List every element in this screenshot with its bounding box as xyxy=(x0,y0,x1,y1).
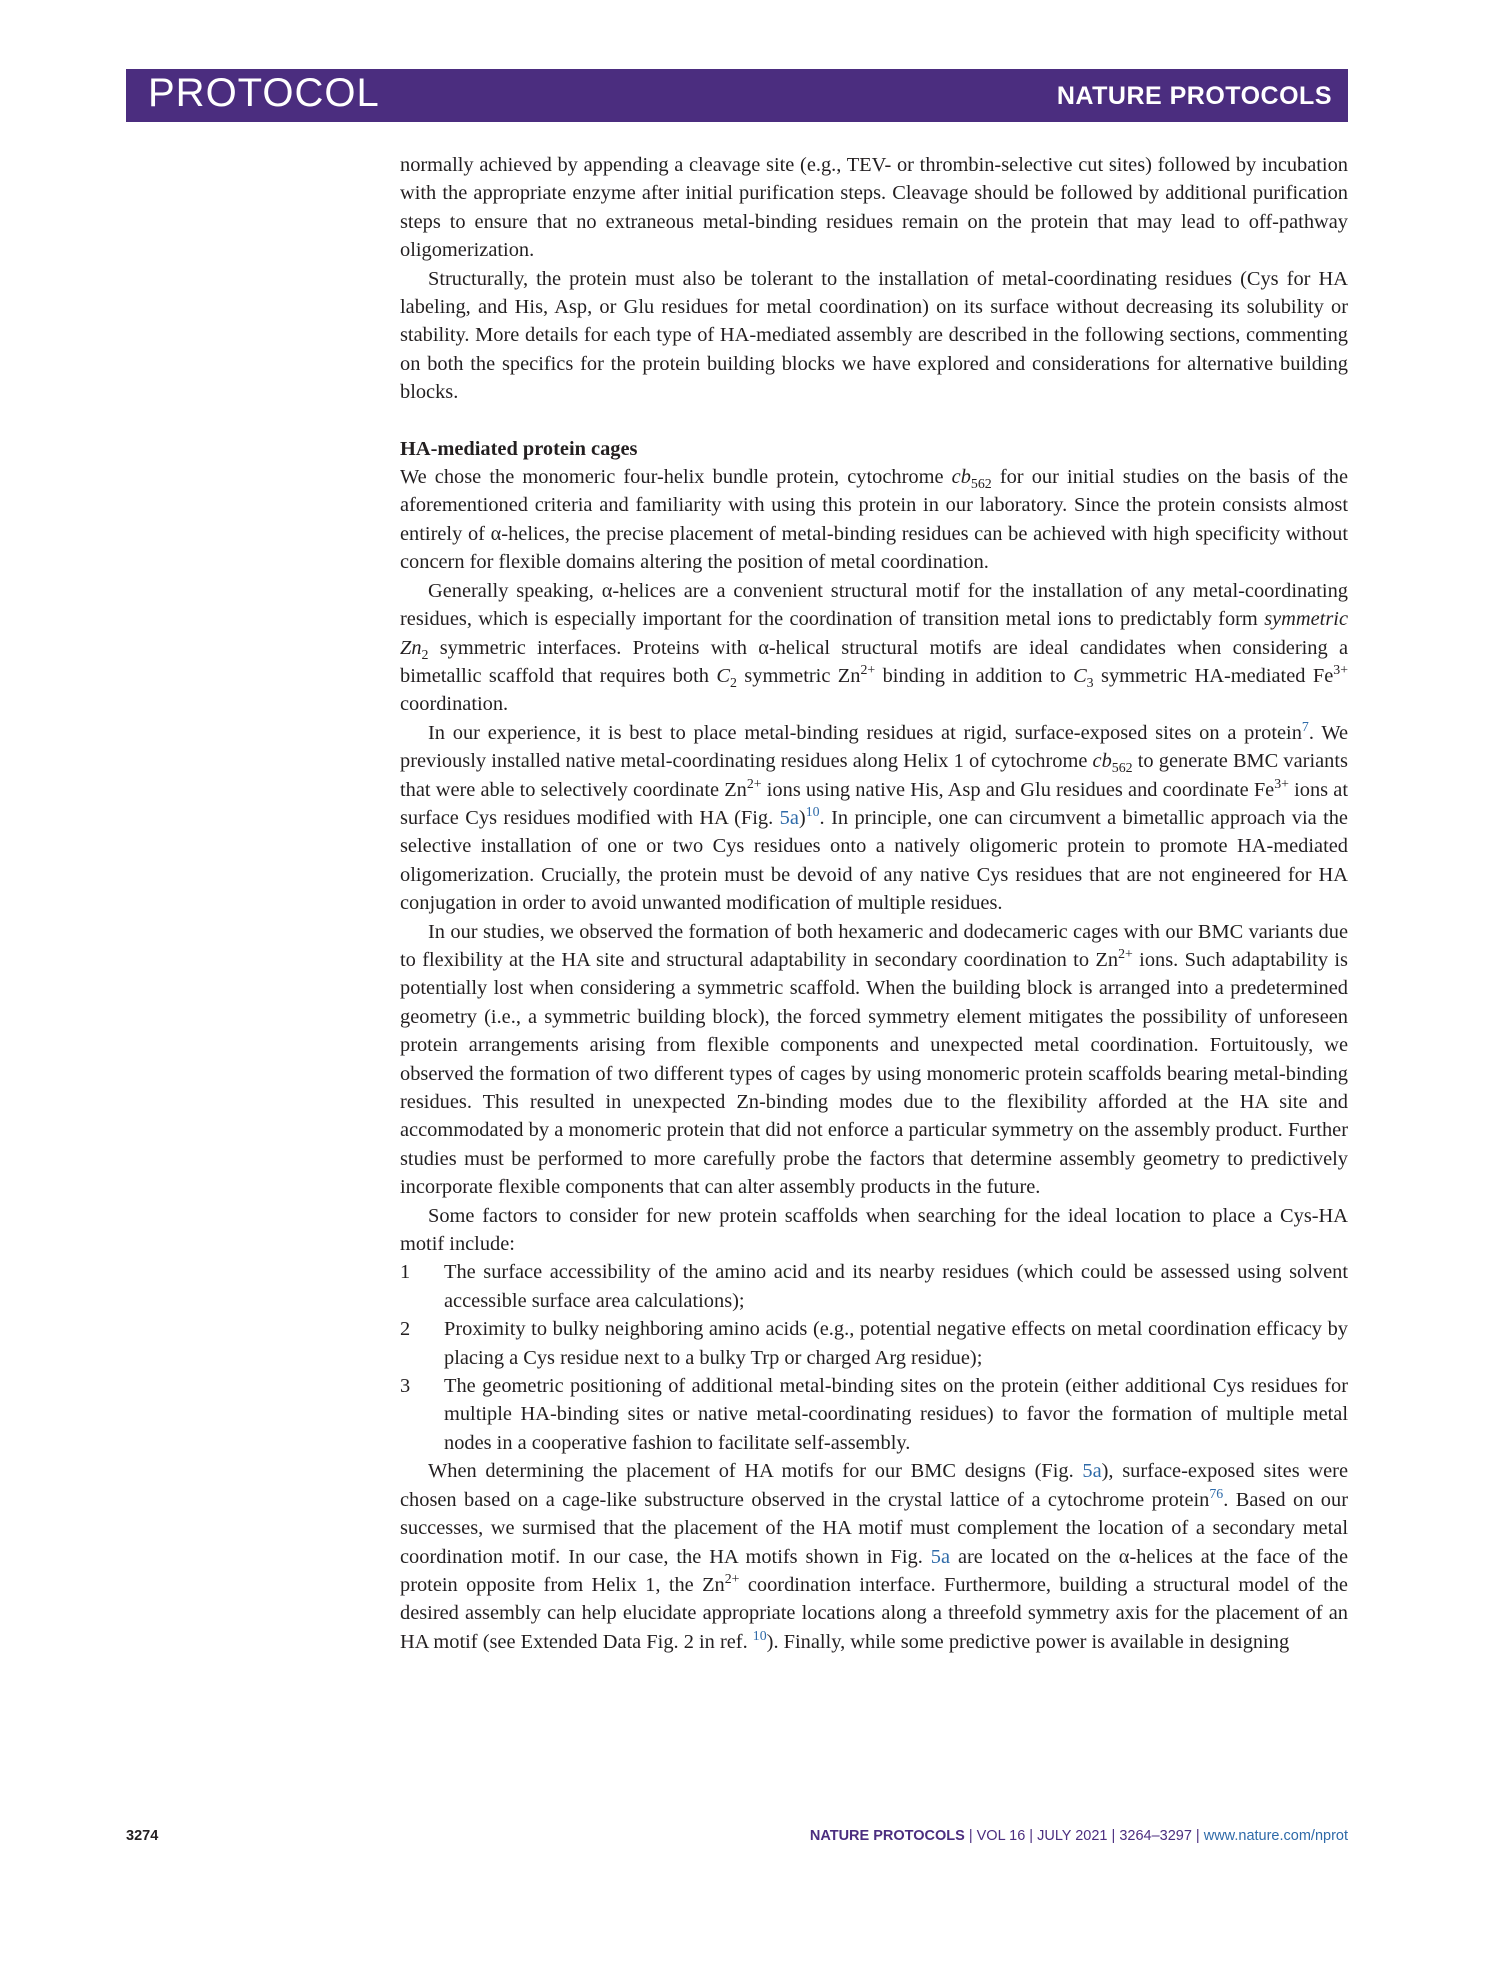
list-item: 3 The geometric positioning of additional metal-binding sites on the protein (either additional Cys residues for multiple HA-binding sites or native metal-coordinating residues) to favor the formation of multiple metal nodes in a cooperative fashion to facilitate self-assembly. xyxy=(400,1375,1348,1454)
figure-link[interactable]: 5a xyxy=(779,806,799,829)
list-item: 1 The surface accessibility of the amino acid and its nearby residues (which could be assessed using solvent accessible surface area calculations); xyxy=(400,1261,1348,1312)
section-heading: HA-mediated protein cages xyxy=(400,437,638,460)
paragraph: In our experience, it is best to place metal-binding residues at rigid, surface-exposed sites on a protein$^7$. We previously installed native metal-coordinating residues along Helix 1 of cytochrome $cb_{562}$ to generate BMC variants that were able to selectively coordinate $Zn^{2+}$ ions using native His, Asp and Glu residues and coordinate $Fe^{3+}$ ions at surface Cys residues modified with HA (Fig. 5a)$^{10}$. In principle, one can circumvent a bimetallic approach via the selective installation of one or two Cys residues onto a natively oligomeric protein to promote HA-mediated oligomerization. Crucially, the protein must be devoid of any native Cys residues that are not engineered for HA conjugation in order to avoid unwanted modification of multiple residues. xyxy=(400,719,1349,915)
article-body xyxy=(400,151,1348,1656)
figure-link[interactable]: 5a xyxy=(1082,1460,1102,1483)
paragraph: Some factors to consider for new protein scaffolds when searching for the ideal location to place a Cys-HA motif include: xyxy=(400,1204,1348,1256)
paragraph: We chose the monomeric four-helix bundle protein, cytochrome $cb_{562}$ for our initial studies on the basis of the aforementioned criteria and familiarity with using this protein in our laboratory. Since the protein consists almost entirely of α-helices, the precise placement of metal-binding residues can be achieved with high specificity without concern for flexible domains altering the position of metal coordination. xyxy=(400,466,1349,574)
factor-list xyxy=(400,1258,1348,1457)
paragraph: In our studies, we observed the formation of both hexameric and dodecameric cages with our BMC variants due to flexibility at the HA site and structural adaptability in secondary coordination to $Zn^{2+}$ ions. Such adaptability is potentially lost when considering a symmetric scaffold. When the building block is arranged into a predetermined geometry (i.e., a symmetric building block), the forced symmetry element mitigates the possibility of unforeseen protein arrangements arising from flexible components and unexpected metal coordination. Fortuitously, we observed the formation of two different types of cages by using monomeric protein scaffolds bearing metal-binding residues. This resulted in unexpected Zn-binding modes due to the flexibility afforded at the HA site and accommodated by a monomeric protein that did not enforce a particular symmetry on the assembly product. Further studies must be performed to more carefully probe the factors that determine assembly geometry to predictively incorporate flexible components that can alter assembly products in the future. xyxy=(400,920,1348,1199)
header-banner xyxy=(126,69,1348,122)
citation-link[interactable]: 10 xyxy=(752,1628,767,1644)
paragraph: When determining the placement of HA motifs for our BMC designs (Fig. 5a), surface-exposed sites were chosen based on a cage-like substructure observed in the crystal lattice of a cytochrome protein$^{76}$. Based on our successes, we surmised that the placement of the HA motif must complement the location of a secondary metal coordination motif. In our case, the HA motifs shown in Fig. 5a are located on the α-helices at the face of the protein opposite from Helix 1, the $Zn^{2+}$ coordination interface. Furthermore, building a structural model of the desired assembly can help elucidate appropriate locations along a threefold symmetry axis for the placement of an HA motif (see Extended Data Fig. 2 in ref. $^{10}$). Finally, while some predictive power is available in designing xyxy=(400,1460,1349,1653)
section-label: PROTOCOL xyxy=(148,71,380,115)
paragraph: Structurally, the protein must also be tolerant to the installation of metal-coordinating residues (Cys for HA labeling, and His, Asp, or Glu residues for metal coordination) on its surface without decreasing its solubility or stability. More details for each type of HA-mediated assembly are described in the following sections, commenting on both the specifics for the protein building blocks we have explored and considerations for alternative building blocks. xyxy=(400,267,1348,404)
journal-name: NATURE PROTOCOLS xyxy=(1056,82,1332,110)
citation-link[interactable]: 76 xyxy=(1209,1486,1224,1502)
paragraph: normally achieved by appending a cleavage site (e.g., TEV- or thrombin-selective cut sites) followed by incubation with the appropriate enzyme after initial purification steps. Cleavage should be followed by additional purification steps to ensure that no extraneous metal-binding residues remain on the protein that may lead to off-pathway oligomerization. xyxy=(400,154,1348,262)
page-number: 3274 xyxy=(126,1828,159,1844)
journal-citation: NATURE PROTOCOLS | VOL 16 | JULY 2021 | 3264–3297 | www.nature.com/nprot xyxy=(809,1828,1348,1844)
journal-url-link[interactable]: www.nature.com/nprot xyxy=(1203,1828,1348,1844)
list-item: 2 Proximity to bulky neighboring amino acids (e.g., potential negative effects on metal coordination efficacy by placing a Cys residue next to a bulky Trp or charged Arg residue); xyxy=(400,1318,1348,1369)
page-footer xyxy=(126,1828,1348,1852)
citation-link[interactable]: 7 xyxy=(1301,719,1309,735)
figure-link[interactable]: 5a xyxy=(930,1545,951,1568)
paragraph: Generally speaking, α-helices are a convenient structural motif for the installation of any metal-coordinating residues, which is especially important for the coordination of transition metal ions to predictably form symmetric $Zn_2$ symmetric interfaces. Proteins with α-helical structural motifs are ideal candidates when considering a bimetallic scaffold that requires both $C_2$ symmetric $Zn^{2+}$ binding in addition to $C_3$ symmetric HA-mediated $Fe^{3+}$ coordination. xyxy=(400,579,1349,716)
citation-link[interactable]: 10 xyxy=(805,805,820,821)
